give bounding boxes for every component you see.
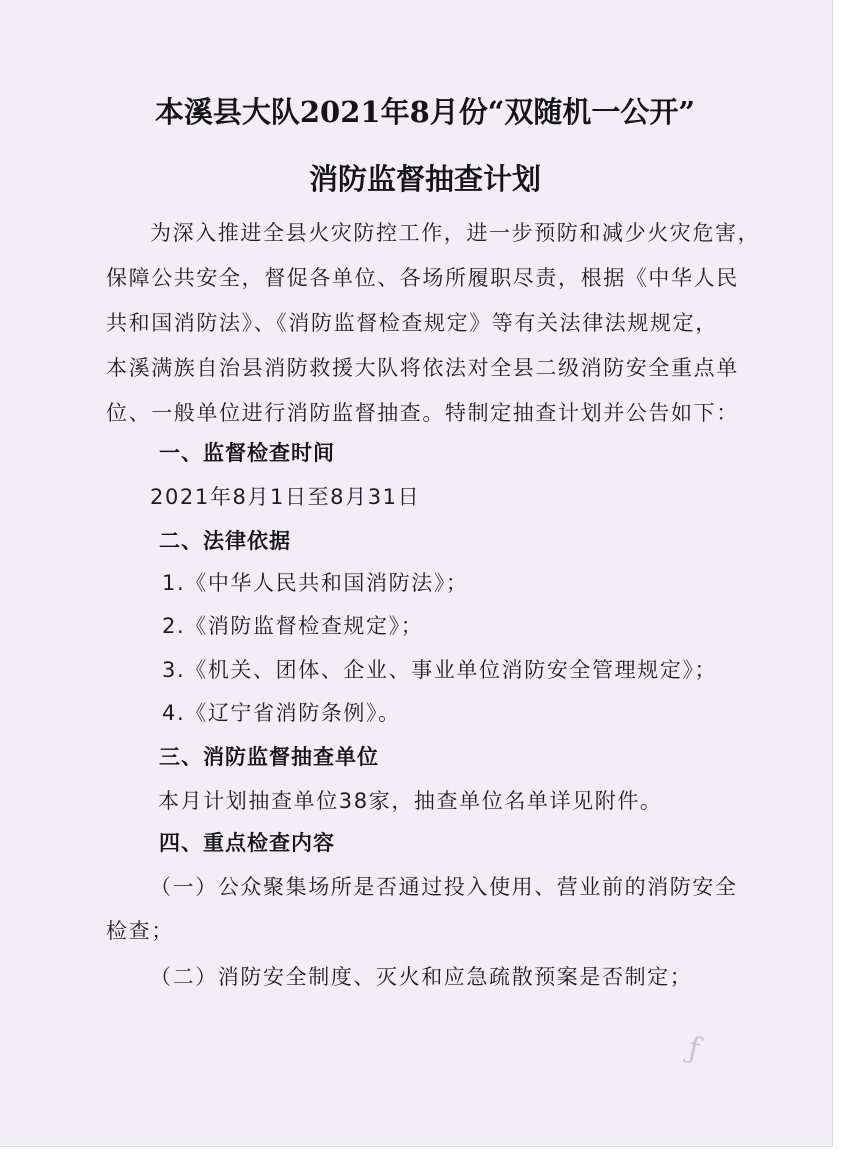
inspection-item-1-line-1: （一）公众聚集场所是否通过投入使用、营业前的消防安全	[150, 875, 738, 899]
intro-line-3: 共和国消防法》、《消防监督检查规定》等有关法律法规规定，	[106, 311, 718, 335]
intro-line-2: 保障公共安全，督促各单位、各场所履职尽责，根据《中华人民	[106, 266, 739, 290]
section-1-heading: 一、监督检查时间	[159, 441, 335, 465]
scan-artifact-mark: ƒ	[685, 1030, 704, 1068]
section-2-heading: 二、法律依据	[159, 529, 291, 553]
inspection-item-2: （二）消防安全制度、灭火和应急疏散预案是否制定；	[150, 965, 693, 989]
intro-line-1: 为深入推进全县火灾防控工作，进一步预防和减少火灾危害，	[150, 221, 761, 245]
legal-basis-item-4: 4.《辽宁省消防条例》。	[162, 701, 401, 725]
scan-margin	[0, 1147, 850, 1155]
section-3-heading: 三、消防监督抽查单位	[159, 745, 379, 769]
legal-basis-item-2: 2.《消防监督检查规定》；	[162, 614, 424, 638]
intro-line-5: 位、一般单位进行消防监督抽查。特制定抽查计划并公告如下：	[106, 401, 739, 425]
document-title-line-1: 本溪县大队2021年8月份“双随机一公开”	[154, 95, 696, 129]
legal-basis-item-3: 3.《机关、团体、企业、事业单位消防安全管理规定》；	[162, 658, 718, 682]
inspection-item-1-line-2: 检查；	[106, 919, 174, 943]
document-title-line-2: 消防监督抽查计划	[308, 162, 541, 196]
intro-line-4: 本溪满族自治县消防救援大队将依法对全县二级消防安全重点单	[106, 356, 739, 380]
section-3-text: 本月计划抽查单位38家，抽查单位名单详见附件。	[158, 789, 663, 813]
section-4-heading: 四、重点检查内容	[159, 831, 335, 855]
legal-basis-item-1: 1.《中华人民共和国消防法》；	[162, 571, 469, 595]
section-1-text: 2021年8月1日至8月31日	[150, 485, 421, 509]
